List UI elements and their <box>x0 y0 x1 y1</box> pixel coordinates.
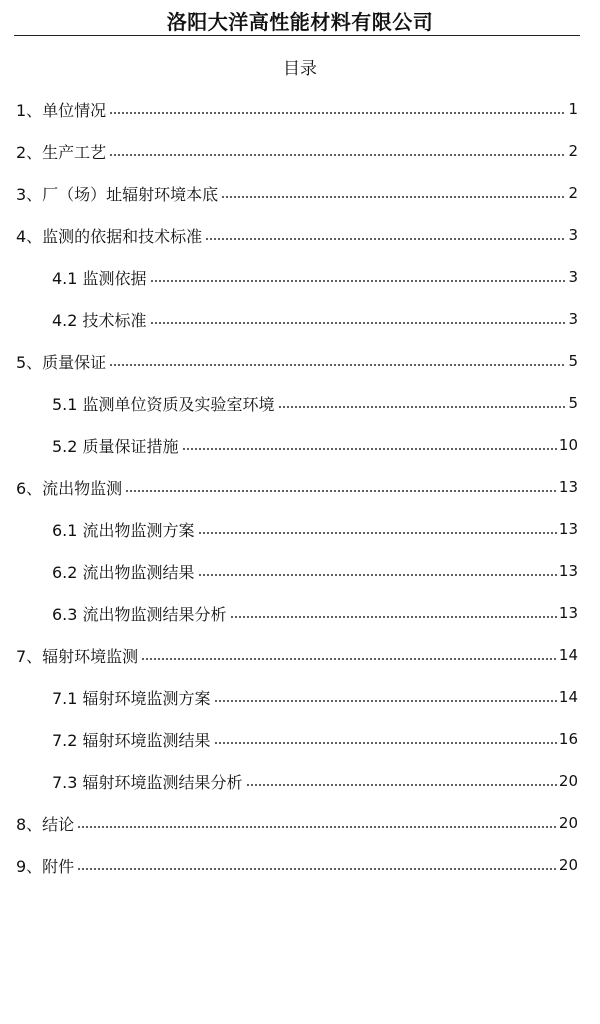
toc-entry-page: 20 <box>558 814 578 832</box>
toc-entry-label: 5、质量保证 <box>16 352 107 372</box>
toc-subentry[interactable] <box>0 298 600 340</box>
toc-entry-page: 20 <box>558 856 578 874</box>
toc-entry-page: 3 <box>568 268 578 286</box>
toc-leader-dots <box>214 693 557 709</box>
toc-leader-dots <box>278 399 567 415</box>
toc-subentry[interactable] <box>0 676 600 718</box>
toc-subentry[interactable] <box>0 718 600 760</box>
toc-entry-page: 10 <box>558 436 578 454</box>
toc-entry-page: 2 <box>568 184 578 202</box>
toc-entry-label: 6.1 流出物监测方案 <box>52 520 195 540</box>
toc-entry-page: 5 <box>568 352 578 370</box>
toc-leader-dots <box>182 441 557 457</box>
toc-entry[interactable] <box>0 340 600 382</box>
toc-leader-dots <box>230 609 557 625</box>
toc-entry-label: 7.3 辐射环境监测结果分析 <box>52 772 243 792</box>
toc-entry-label: 7.2 辐射环境监测结果 <box>52 730 211 750</box>
toc-entry-page: 13 <box>558 562 578 580</box>
toc-entry-page: 1 <box>568 100 578 118</box>
title-divider <box>14 35 580 36</box>
toc-entry-label: 7、辐射环境监测 <box>16 646 139 666</box>
toc-leader-dots <box>109 105 566 121</box>
toc-leader-dots <box>221 189 566 205</box>
toc-entry-page: 14 <box>558 646 578 664</box>
toc-entry-page: 13 <box>558 520 578 538</box>
toc-subentry[interactable] <box>0 424 600 466</box>
toc-subentry[interactable] <box>0 256 600 298</box>
toc-entry-label: 7.1 辐射环境监测方案 <box>52 688 211 708</box>
toc-entry-label: 3、厂（场）址辐射环境本底 <box>16 184 219 204</box>
toc-entry-label: 6.2 流出物监测结果 <box>52 562 195 582</box>
toc-leader-dots <box>125 483 557 499</box>
toc-entry[interactable] <box>0 214 600 256</box>
toc-subentry[interactable] <box>0 550 600 592</box>
toc-entry-page: 13 <box>558 604 578 622</box>
table-of-contents <box>0 88 600 886</box>
toc-entry-label: 6.3 流出物监测结果分析 <box>52 604 227 624</box>
toc-entry[interactable] <box>0 634 600 676</box>
toc-entry-page: 14 <box>558 688 578 706</box>
company-title: 洛阳大洋高性能材料有限公司 <box>166 10 434 34</box>
toc-subentry[interactable] <box>0 592 600 634</box>
toc-subentry[interactable] <box>0 760 600 802</box>
toc-entry-label: 5.1 监测单位资质及实验室环境 <box>52 394 275 414</box>
toc-entry[interactable] <box>0 172 600 214</box>
toc-entry-label: 4、监测的依据和技术标准 <box>16 226 203 246</box>
toc-leader-dots <box>198 567 557 583</box>
toc-leader-dots <box>77 861 557 877</box>
toc-entry-page: 16 <box>558 730 578 748</box>
toc-subentry[interactable] <box>0 508 600 550</box>
toc-entry-page: 3 <box>568 310 578 328</box>
toc-entry[interactable] <box>0 844 600 886</box>
toc-entry-page: 13 <box>558 478 578 496</box>
toc-entry-label: 4.2 技术标准 <box>52 310 147 330</box>
toc-entry-page: 5 <box>568 394 578 412</box>
toc-entry-label: 2、生产工艺 <box>16 142 107 162</box>
toc-entry-label: 4.1 监测依据 <box>52 268 147 288</box>
toc-leader-dots <box>109 147 566 163</box>
toc-leader-dots <box>141 651 557 667</box>
toc-entry[interactable] <box>0 802 600 844</box>
toc-leader-dots <box>77 819 557 835</box>
toc-leader-dots <box>246 777 557 793</box>
toc-entry-label: 9、附件 <box>16 856 75 876</box>
toc-entry-label: 8、结论 <box>16 814 75 834</box>
toc-leader-dots <box>109 357 566 373</box>
toc-entry-label: 1、单位情况 <box>16 100 107 120</box>
toc-entry[interactable] <box>0 466 600 508</box>
toc-subentry[interactable] <box>0 382 600 424</box>
toc-leader-dots <box>198 525 557 541</box>
toc-heading: 目录 <box>283 59 317 79</box>
toc-entry-page: 2 <box>568 142 578 160</box>
toc-leader-dots <box>150 315 567 331</box>
toc-entry-label: 5.2 质量保证措施 <box>52 436 179 456</box>
toc-entry-label: 6、流出物监测 <box>16 478 123 498</box>
toc-entry[interactable] <box>0 88 600 130</box>
toc-leader-dots <box>150 273 567 289</box>
toc-leader-dots <box>214 735 557 751</box>
toc-leader-dots <box>205 231 566 247</box>
toc-entry-page: 20 <box>558 772 578 790</box>
toc-entry-page: 3 <box>568 226 578 244</box>
toc-entry[interactable] <box>0 130 600 172</box>
